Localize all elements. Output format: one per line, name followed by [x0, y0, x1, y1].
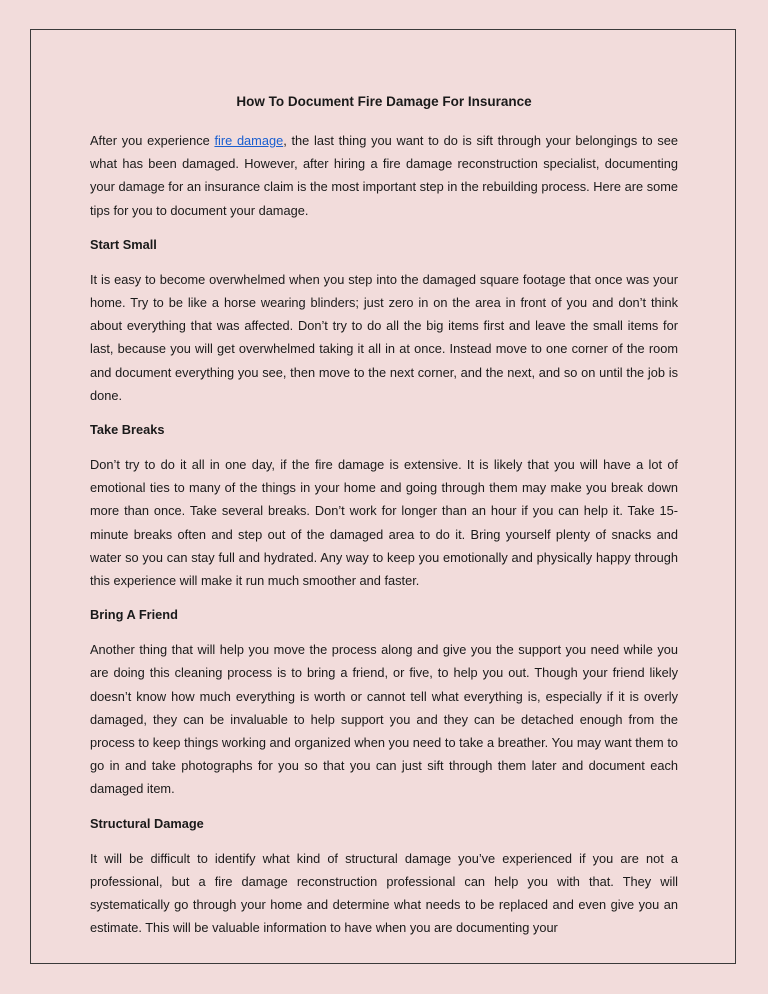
intro-text-start: After you experience: [90, 133, 215, 148]
section-heading-bring-a-friend: Bring A Friend: [90, 607, 178, 623]
intro-paragraph: [90, 129, 678, 222]
section-text-structural-damage: It will be difficult to identify what kind of structural damage you’ve experienced if you are not a professional, but a fire damage reconstruction professional can help you with that. They will systematically go through your home and determine what needs to be replaced and even give you an estimate. This will be valuable information to have when you are documenting your: [90, 850, 678, 936]
section-text-start-small: It is easy to become overwhelmed when you step into the damaged square footage that once was your home. Try to be like a horse wearing blinders; just zero in on the area in front of you and don’t think about everything that was affected. Don’t try to do all the big items first and leave the small items for last, because you will get overwhelmed taking it all in at once. Instead move to one corner of the room and document everything you see, then move to the next corner, and the next, and so on until the job is done.: [90, 271, 678, 403]
section-heading-start-small: Start Small: [90, 236, 157, 252]
section-heading-take-breaks: Take Breaks: [90, 422, 165, 438]
document-title: How To Document Fire Damage For Insurance: [236, 94, 532, 109]
intro-text-end: , the last thing you want to do is sift through your belongings to see what has been damaged. However, after hiring a fire damage reconstruction specialist, documenting your damage for an insurance claim is the most important step in the rebuilding process. Here are some tips for you to document your damage.: [90, 133, 678, 218]
section-heading-structural-damage: Structural Damage: [90, 815, 204, 831]
fire-damage-link[interactable]: fire damage: [214, 133, 284, 148]
document-body: [90, 92, 678, 952]
section-text-bring-a-friend: Another thing that will help you move the process along and give you the support you need while you are doing this cleaning process is to bring a friend, or five, to help you out. Though your friend likely doesn’t know how much everything is worth or cannot tell what everything is, especially if it is overly damaged, they can be invaluable to help support you and they can be detached enough from the process to keep things working and organized when you need to take a breather. You may want them to go in and take photographs for you so that you can just sift through them later and document each damaged item.: [90, 642, 678, 797]
section-text-take-breaks: Don’t try to do it all in one day, if the fire damage is extensive. It is likely that you will have a lot of emotional ties to many of the things in your home and going through them may make you break down more than once. Take several breaks. Don’t work for longer than an hour if you can help it. Take 15-minute breaks often and step out of the damaged area to do it. Bring yourself plenty of snacks and water so you can stay full and hydrated. Any way to keep you emotionally and physically happy through this experience will make it run much smoother and faster.: [90, 457, 678, 589]
